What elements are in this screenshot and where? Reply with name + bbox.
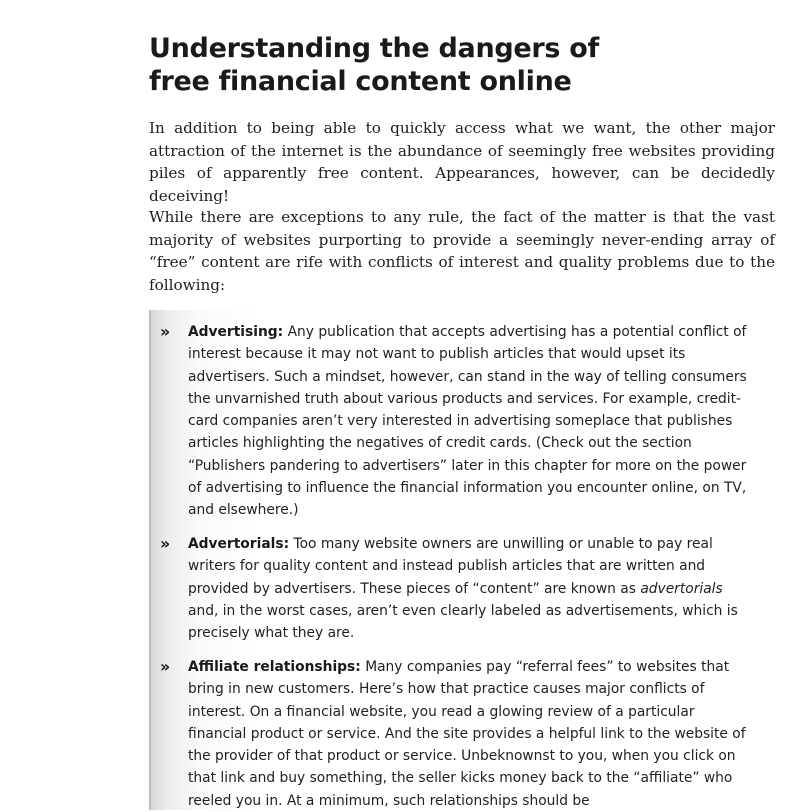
- double-chevron-icon: ››: [160, 322, 168, 341]
- double-chevron-icon: ››: [160, 657, 168, 676]
- section-heading-line-2: free financial content online: [149, 66, 572, 97]
- list-item-text: Many companies pay “referral fees” to websites that bring in new customers. Here’s how that practice causes major conflicts of interest. On a financial website, you read a glowing review of a particular financial product or service. And the site provides a helpful link to the website of the provider of that product or service. Unbeknownst to you, when you click on that link and buy something, the seller kicks money back to the “affiliate” who reeled you in. At a minimum, such relationships should be: [188, 659, 746, 809]
- list-item-emphasis: advertorials: [640, 580, 723, 597]
- list-item-text: Any publication that accepts advertising has a potential conflict of interest because it may not want to publish articles that would upset its advertisers. Such a mindset, however, can stand in the way of telling consumers the unvarnished truth about various products and services. For example, credit-card companies aren’t very interested in advertising someplace that publishes articles highlighting the negatives of credit cards. (Check out the section “Publishers pandering to advertisers” later in this chapter for more on the power of advertising to influence the financial information you encounter online, on TV, and elsewhere.): [188, 324, 747, 519]
- bulleted-list: [149, 310, 800, 810]
- list-item-term: Advertorials:: [188, 536, 290, 552]
- section-heading-line-1: Understanding the dangers of: [149, 33, 599, 64]
- list-item-advertorials: [160, 533, 748, 644]
- intro-paragraph: In addition to being able to quickly access what we want, the other major attraction of the internet is the abundance of seemingly free websites providing piles of apparently free content. Appearances, however, can be decidedly deceiving!: [149, 119, 775, 205]
- list-item-text: Too many website owners are unwilling or unable to pay real writers for quality content and instead publish articles that are written and provided by advertisers. These pieces of “content” are known as: [188, 536, 713, 597]
- list-item-text-end: and, in the worst cases, aren’t even clearly labeled as advertisements, which is precisely what they are.: [188, 602, 738, 642]
- section-heading: [149, 32, 769, 98]
- list-item-term: Affiliate relationships:: [188, 659, 361, 675]
- list-item-advertising: [160, 321, 748, 522]
- list-item-affiliate-relationships: [160, 656, 748, 812]
- double-chevron-icon: ››: [160, 534, 168, 553]
- list-item-term: Advertising:: [188, 324, 284, 340]
- exceptions-paragraph: While there are exceptions to any rule, the fact of the matter is that the vast majority of websites purporting to provide a seemingly never-ending array of “free” content are rife with conflicts of interest and quality problems due to the following:: [149, 208, 775, 294]
